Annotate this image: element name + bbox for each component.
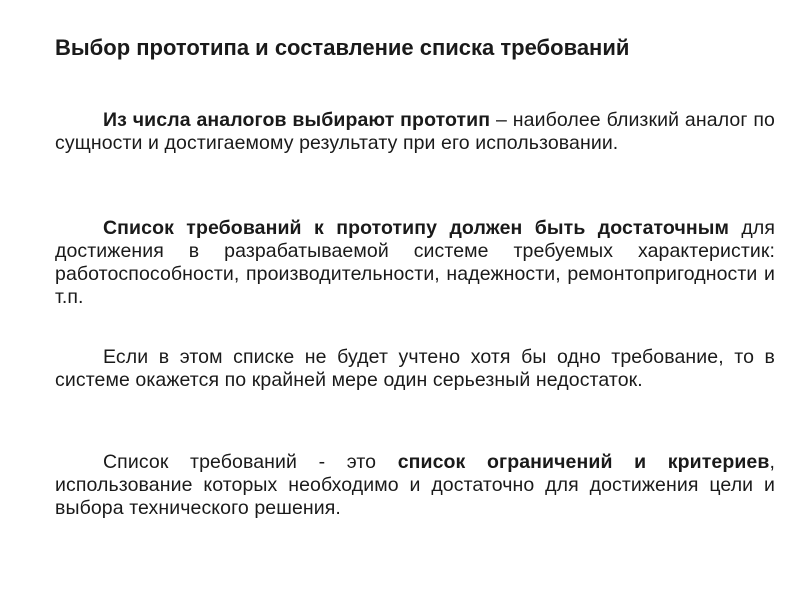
paragraph-text: Если в этом списке не будет учтено хотя бы одно требование, то в системе окажется по крайней мере один серьезный недостаток. (55, 346, 775, 391)
paragraph-missing-requirement (55, 346, 775, 392)
paragraph-text: Список требований - это (103, 451, 398, 473)
paragraph-requirements-list (55, 217, 775, 309)
slide-title: Выбор прототипа и составление списка требований (55, 35, 630, 60)
paragraph-prototype-choice (55, 109, 775, 155)
paragraph-text: – наиболее близкий аналог по сущности и достигаемому результату при его использовании. (55, 109, 775, 154)
paragraph-bold-text: Из числа аналогов выбирают прототип (103, 109, 491, 131)
paragraph-text: для достижения в разрабатываемой системе требуемых характеристик: работоспособности, производительности, надежности, ремонтопригодности и т.п. (55, 217, 775, 308)
paragraph-bold-text: Список требований к прототипу должен быть достаточным (103, 217, 730, 239)
paragraph-bold-text: список ограничений и критериев (397, 451, 770, 473)
paragraph-constraints-criteria (55, 451, 775, 520)
paragraph-text: , использование которых необходимо и достаточно для достижения цели и выбора технического решения. (55, 451, 775, 519)
